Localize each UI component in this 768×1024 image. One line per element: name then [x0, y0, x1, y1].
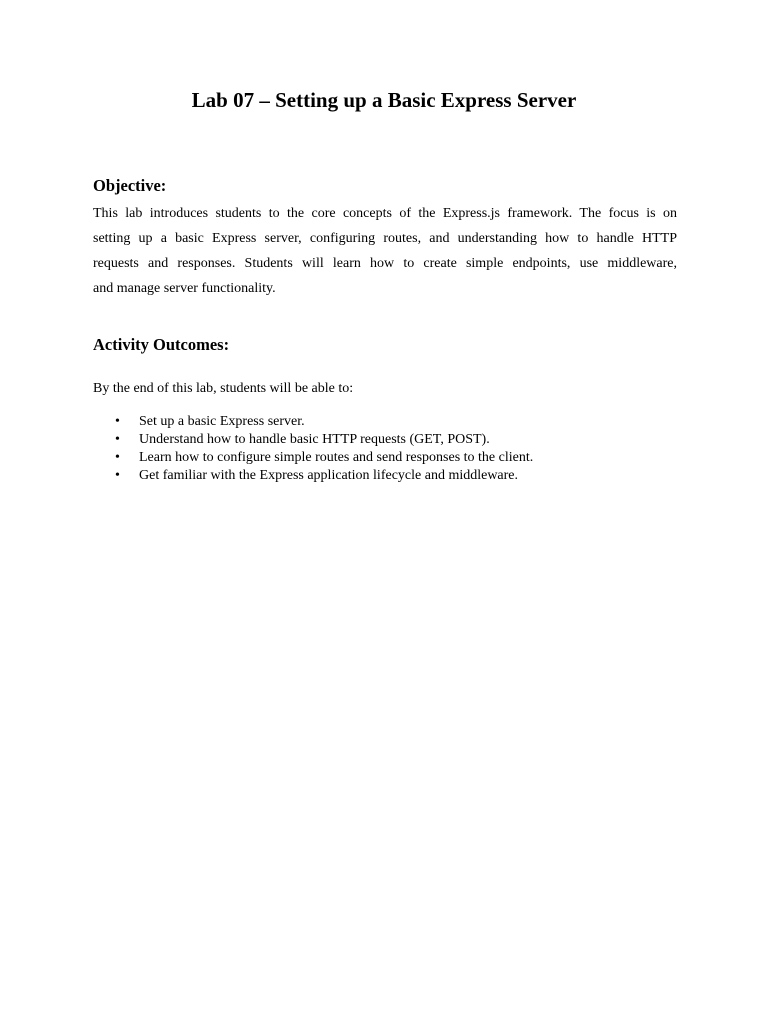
list-item: [93, 431, 533, 449]
list-item-text: Learn how to configure simple routes and send responses to the client.: [139, 450, 534, 465]
list-item: [93, 449, 533, 467]
list-item-text: Understand how to handle basic HTTP requests (GET, POST).: [139, 432, 490, 447]
bullet-icon: •: [115, 432, 120, 447]
list-item: [93, 413, 533, 431]
objective-line: setting up a basic Express server, configuring routes, and understanding how to handle HTTP: [93, 231, 677, 246]
activity-outcomes-heading: Activity Outcomes:: [93, 335, 230, 354]
list-item-text: Set up a basic Express server.: [139, 414, 305, 429]
objective-line: and manage server functionality.: [93, 281, 276, 296]
objective-paragraph: [93, 201, 677, 301]
objective-heading: Objective:: [93, 176, 167, 195]
outcomes-intro: By the end of this lab, students will be able to:: [93, 381, 354, 396]
list-item: [93, 467, 533, 485]
list-item-text: Get familiar with the Express application lifecycle and middleware.: [139, 468, 519, 483]
objective-line: requests and responses. Students will learn how to create simple endpoints, use middleware,: [93, 256, 677, 271]
document-title: Lab 07 – Setting up a Basic Express Server: [191, 88, 577, 112]
outcomes-list: [93, 413, 533, 485]
objective-line: This lab introduces students to the core concepts of the Express.js framework. The focus is on: [93, 206, 677, 221]
bullet-icon: •: [115, 450, 120, 465]
bullet-icon: •: [115, 468, 120, 483]
bullet-icon: •: [115, 414, 120, 429]
